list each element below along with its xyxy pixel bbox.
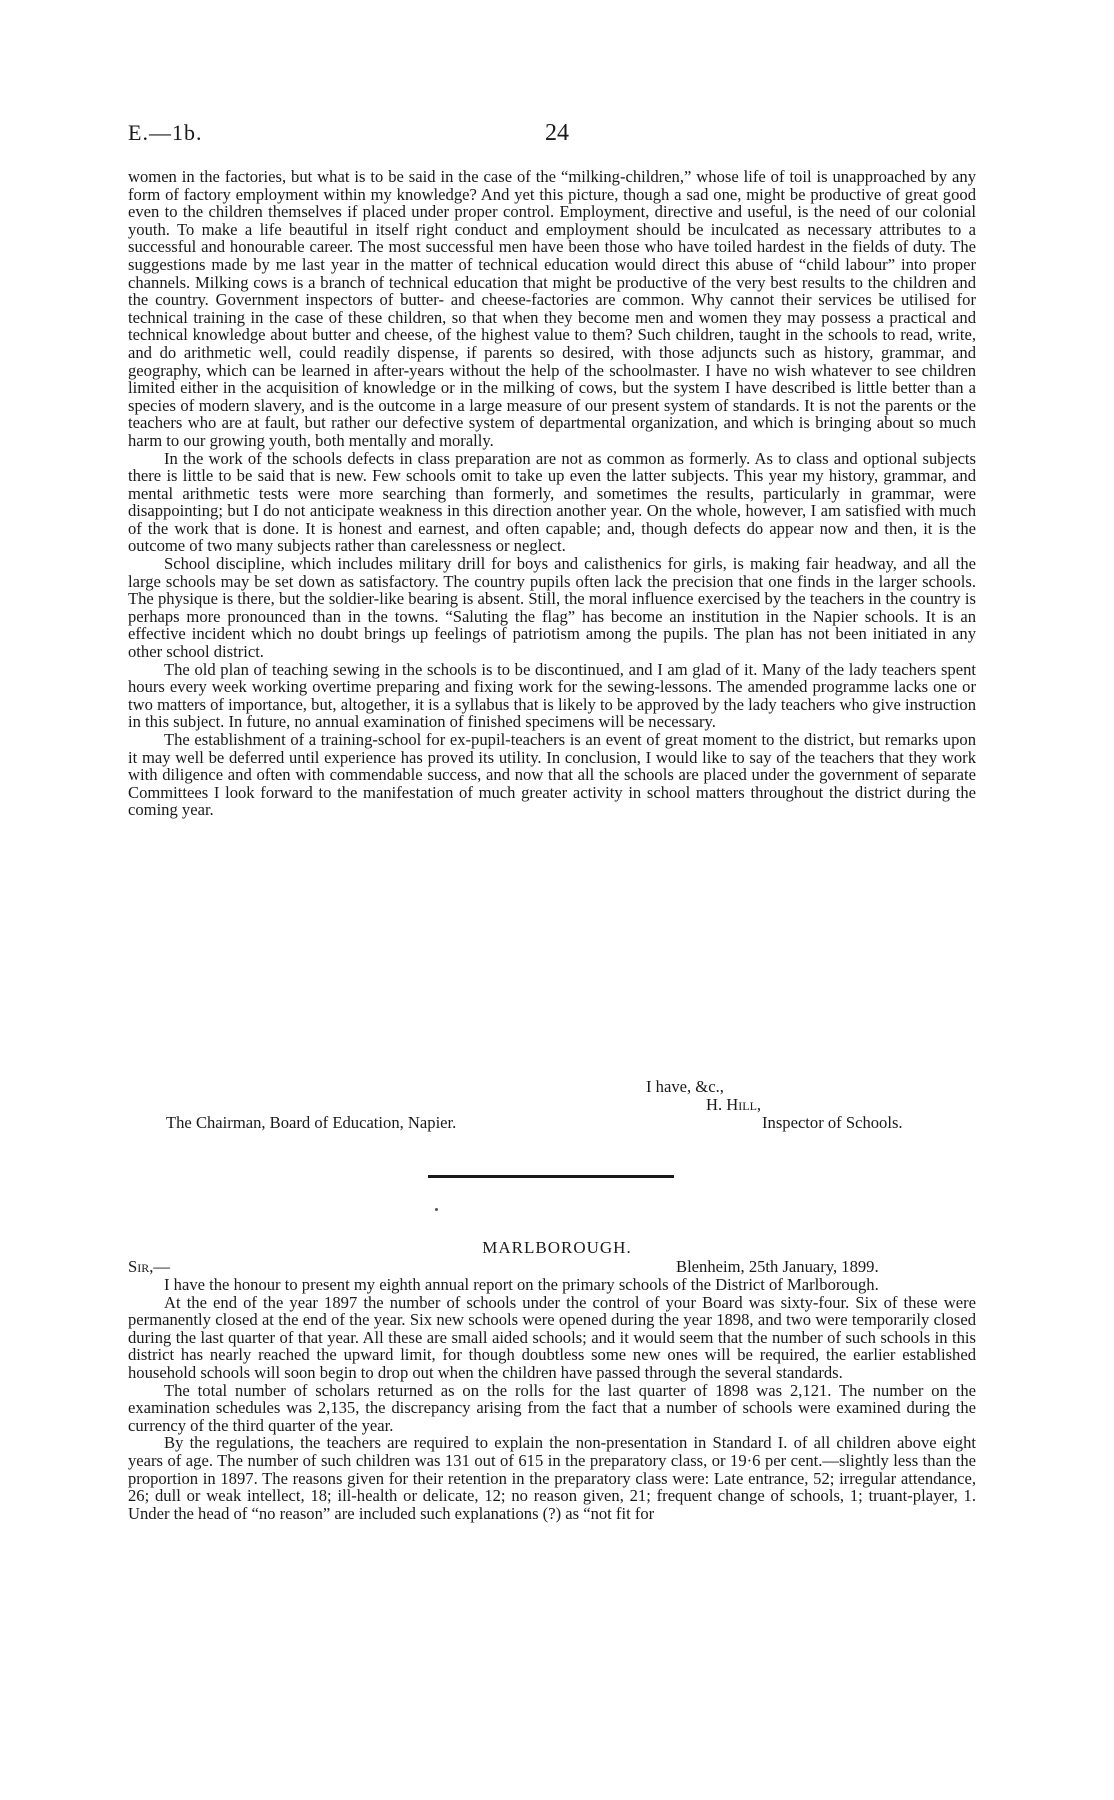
page-number: 24 [545, 120, 569, 146]
paragraph: women in the factories, but what is to be said in the case of the “milking-children,” whose life of toil is unapproached by any form of factory employment within my knowledge? And yet this picture, though a sad one, might be productive of great good even to the children themselves if placed under proper control. Employment, directive and useful, is the need of our colonial youth. To make a life beautiful in itself right conduct and employment should be inculcated as necessary attributes to a successful and honourable career. The most successful men have been those who have toiled hardest in the fields of duty. The suggestions made by me last year in the matter of technical education would direct this abuse of “child labour” into proper channels. Milking cows is a branch of technical education that might be productive of the very best results to the children and the country. Government inspectors of butter- and cheese-factories are common. Why cannot their services be utilised for technical training in the case of these children, so that when they become men and women they may possess a practical and technical knowledge about butter and cheese, of the highest value to them? Such children, taught in the schools to read, write, and do arithmetic well, could readily dispense, if parents so desired, with those adjuncts such as history, grammar, and geography, which can be learned in after-years without the help of the schoolmaster. I have no wish whatever to see children limited either in the acquisition of knowledge or in the milking of cows, but the system I have described is little better than a species of modern slavery, and is the outcome in a large measure of our present system of standards. It is not the parents or the teachers who are at fault, but rather our defective system of departmental organization, and which is bringing about so much harm to our growing youth, both mentally and morally. [128, 167, 976, 450]
closing: I have, &c., [646, 1077, 724, 1096]
signature-name: H. Hill, [706, 1095, 762, 1114]
marlborough-report-body [128, 1276, 976, 1522]
document-reference: E.—1b. [128, 120, 203, 145]
addressee: The Chairman, Board of Education, Napier. [166, 1113, 457, 1132]
paragraph: The establishment of a training-school for ex-pupil-teachers is an event of great moment to the district, but remarks upon it may well be deferred until experience has proved its utility. In conclusion, I would like to say of the teachers that they work with diligence and often with commendable success, and now that all the schools are placed under the government of separate Committees I look forward to the manifestation of much greater activity in school matters throughout the district during the coming year. [128, 730, 976, 820]
paragraph: At the end of the year 1897 the number of schools under the control of your Board was sixty-four. Six of these were permanently closed at the end of the year. Six new schools were opened during the year 1898, and two were temporarily closed during the last quarter of that year. All these are small aided schools; and it would seem that the number of such schools in this district has nearly reached the upward limit, for though doubtless some new ones will be required, the earlier established household schools will soon begin to drop out when the children have passed through the several standards. [128, 1292, 976, 1382]
hill-report-body [128, 168, 976, 819]
paragraph: The old plan of teaching sewing in the schools is to be discontinued, and I am glad of it. Many of the lady teachers spent hours every week working overtime preparing and fixing work for the sewing-lessons. The amended programme lacks one or two matters of importance, but, altogether, it is a syllabus that is likely to be approved by the lady teachers who give instruction in this subject. In future, no annual examination of finished specimens will be necessary. [128, 659, 976, 732]
print-speck [435, 1208, 438, 1211]
paragraph: I have the honour to present my eighth annual report on the primary schools of the District of Marlborough. [164, 1275, 879, 1294]
page-header [128, 120, 986, 152]
section-divider [428, 1175, 674, 1178]
paragraph: In the work of the schools defects in class preparation are not as common as formerly. As to class and optional subjects there is little to be said that is new. Few schools omit to take up even the latter subjects. This year my history, grammar, and mental arithmetic tests were more searching than formerly, and sometimes the results, particularly in grammar, were disappointing; but I do not anticipate weakness in this direction another year. On the whole, however, I am satisfied with much of the work that is done. It is honest and earnest, and often capable; and, though defects do appear now and then, it is the outcome of two many subjects rather than carelessness or neglect. [128, 448, 976, 556]
paragraph: School discipline, which includes military drill for boys and calisthenics for girls, is making fair headway, and all the large schools may be set down as satisfactory. The country pupils often lack the precision that one finds in the larger schools. The physique is there, but the soldier-like bearing is absent. Still, the moral influence exercised by the teachers in the country is perhaps more pronounced than in the towns. “Saluting the flag” has become an institution in the Napier schools. It is an effective incident which no doubt brings up feelings of patriotism among the pupils. The plan has not been initiated in any other school district. [128, 554, 976, 662]
salutation: Sir,— [128, 1257, 170, 1276]
signature-title: Inspector of Schools. [762, 1113, 903, 1132]
section-title: MARLBOROUGH. [482, 1238, 632, 1257]
dateline: Blenheim, 25th January, 1899. [676, 1257, 879, 1276]
paragraph: The total number of scholars returned as on the rolls for the last quarter of 1898 was 2,121. The number on the examination schedules was 2,135, the discrepancy arising from the fact that a number of schools were examined during the currency of the third quarter of the year. [128, 1380, 976, 1435]
paragraph: By the regulations, the teachers are required to explain the non-presentation in Standard I. of all children above eight years of age. The number of such children was 131 out of 615 in the preparatory class, or 19·6 per cent.—slightly less than the proportion in 1897. The reasons given for their retention in the preparatory class were: Late entrance, 52; irregular attendance, 26; dull or weak intellect, 18; ill-health or delicate, 12; no reason given, 21; frequent change of schools, 1; truant-player, 1. Under the head of “no reason” are included such explanations (?) as “not fit for [128, 1433, 976, 1523]
